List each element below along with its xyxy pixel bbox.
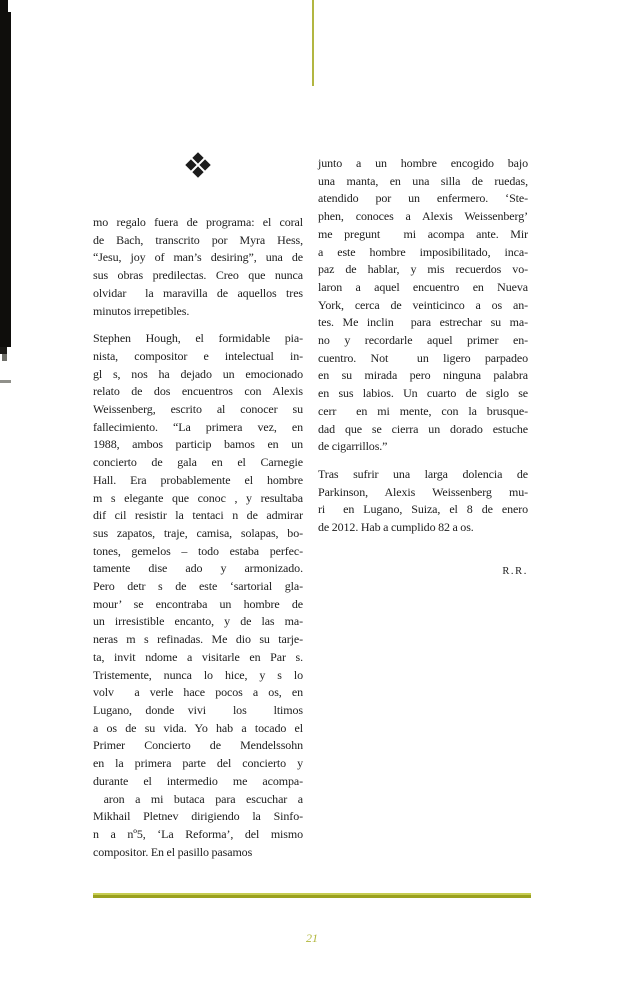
text-line: phen, conoces a Alexis Weissenberg’ [318,209,528,224]
text-line: fallecimiento. “La primera vez, en [93,419,303,434]
top-accent-rule [312,0,314,86]
ornament-container [93,150,303,180]
scan-gutter-step [0,347,7,354]
text-line: aron a mi butaca para escuchar a [93,791,303,806]
text-line: dif cil resistir la tentaci n de admirar [93,508,303,523]
text-line: me pregunt mi acompa ante. Mir [318,226,528,241]
text-line: concierto de gala en el Carnegie [93,455,303,470]
text-line: olvidar la maravilla de aquellos tres [93,285,303,300]
text-line: minutos irrepetibles. [93,303,190,318]
page-number: 21 [306,931,318,945]
text-line: junto a un hombre encogido bajo [318,156,528,170]
text-line: Primer Concierto de Mendelssohn [93,738,303,753]
right-column-text [318,155,528,537]
text-line: a os de su vida. Yo hab a tocado el [93,720,303,735]
text-line: Mikhail Pletnev dirigiendo la Sinfo- [93,809,303,824]
text-line: de cigarrillos.” [318,439,388,454]
text-line: Tras sufrir una larga dolencia de [318,466,528,481]
text-line: una manta, en una silla de ruedas, [318,173,528,188]
text-line: volv a verle hace pocos a os, en [93,685,303,700]
text-line: Parkinson, Alexis Weissenberg mu- [318,484,528,499]
text-line: tamente dise ado y armonizado. [93,561,303,576]
text-line: ta, invit ndome a visitarle en Par s. [93,649,303,664]
scan-gutter-artifact [0,0,11,347]
text-line: laron a aquel encuentro en Nueva [318,279,528,294]
text-line: sus zapatos, traje, camisa, solapas, bo- [93,525,303,540]
scan-gutter-smudge [2,354,7,361]
text-line: de Bach, transcrito por Myra Hess, [93,232,303,247]
text-line: en la primera parte del concierto y [93,756,303,771]
text-line: cuentro. Not un ligero parpadeo [318,350,528,365]
text-line: un irresistible encanto, y de las ma- [93,614,303,629]
text-line: Hall. Era probablemente el hombre [93,472,303,487]
text-line: sus obras predilectas. Creo que nunca [93,268,303,283]
text-line: relato de dos encuentros con Alexis [93,384,303,399]
paragraph [318,155,528,456]
text-line: “Jesu, joy of man’s desiring”, una de [93,250,303,265]
left-column [93,214,303,861]
paragraph [318,466,528,537]
text-line: Stephen Hough, el formidable pia- [93,331,303,346]
text-line: York, cerca de veinticinco a os an- [318,297,528,312]
text-line: atendido por un enfermero. ‘Ste- [318,191,528,206]
text-line: en sus labios. Un cuarto de siglo se [318,386,528,401]
scan-gutter-dash [0,380,11,383]
text-line: tes. Me inclin para estrechar su ma- [318,315,528,330]
text-line: gl s, nos ha dejado un emocionado [93,366,303,381]
left-column-text [93,214,303,861]
diamond-ornament-icon [185,152,210,177]
text-line: m s elegante que conoc , y resultaba [93,490,303,505]
text-line: durante el intermedio me acompa- [93,773,303,788]
text-line: 1988, ambos particip bamos en un [93,437,303,452]
text-line: paz de hablar, y mis recuerdos vo- [318,262,528,277]
text-line: mour’ se encontraba un hombre de [93,596,303,611]
text-line: neras m s refinadas. Me dio su tarje- [93,632,303,647]
byline: R.R. [502,565,528,577]
text-line: en su mirada pero ninguna palabra [318,368,528,383]
paragraph [93,330,303,861]
text-line: Weissenberg, escrito al conocer su [93,402,303,417]
text-line: Pero detr s de este ‘sartorial gla- [93,579,303,594]
text-line: tones, gemelos – todo estaba perfec- [93,543,303,558]
text-line: cerr en mi mente, con la brusque- [318,403,528,418]
paragraph [93,214,303,320]
footer-rule [93,893,531,898]
text-line: mo regalo fuera de programa: el coral [93,215,303,229]
text-line: Tristemente, nunca lo hice, y s lo [93,667,303,682]
text-line: ri en Lugano, Suiza, el 8 de enero [318,502,528,517]
scan-gutter-notch [8,0,11,12]
text-line: a este hombre imposibilitado, inca- [318,244,528,259]
right-column [318,155,528,580]
text-line: compositor. En el pasillo pasamos [93,844,253,859]
text-line: de 2012. Hab a cumplido 82 a os. [318,520,474,535]
text-line: n a nº5, ‘La Reforma’, del mismo [93,826,303,841]
text-line: dad que se cierra un dorado estuche [318,421,528,436]
text-line: Lugano, donde vivi los ltimos [93,702,303,717]
text-line: nista, compositor e intelectual in- [93,348,303,363]
text-line: no y recordarle aquel primer en- [318,333,528,348]
